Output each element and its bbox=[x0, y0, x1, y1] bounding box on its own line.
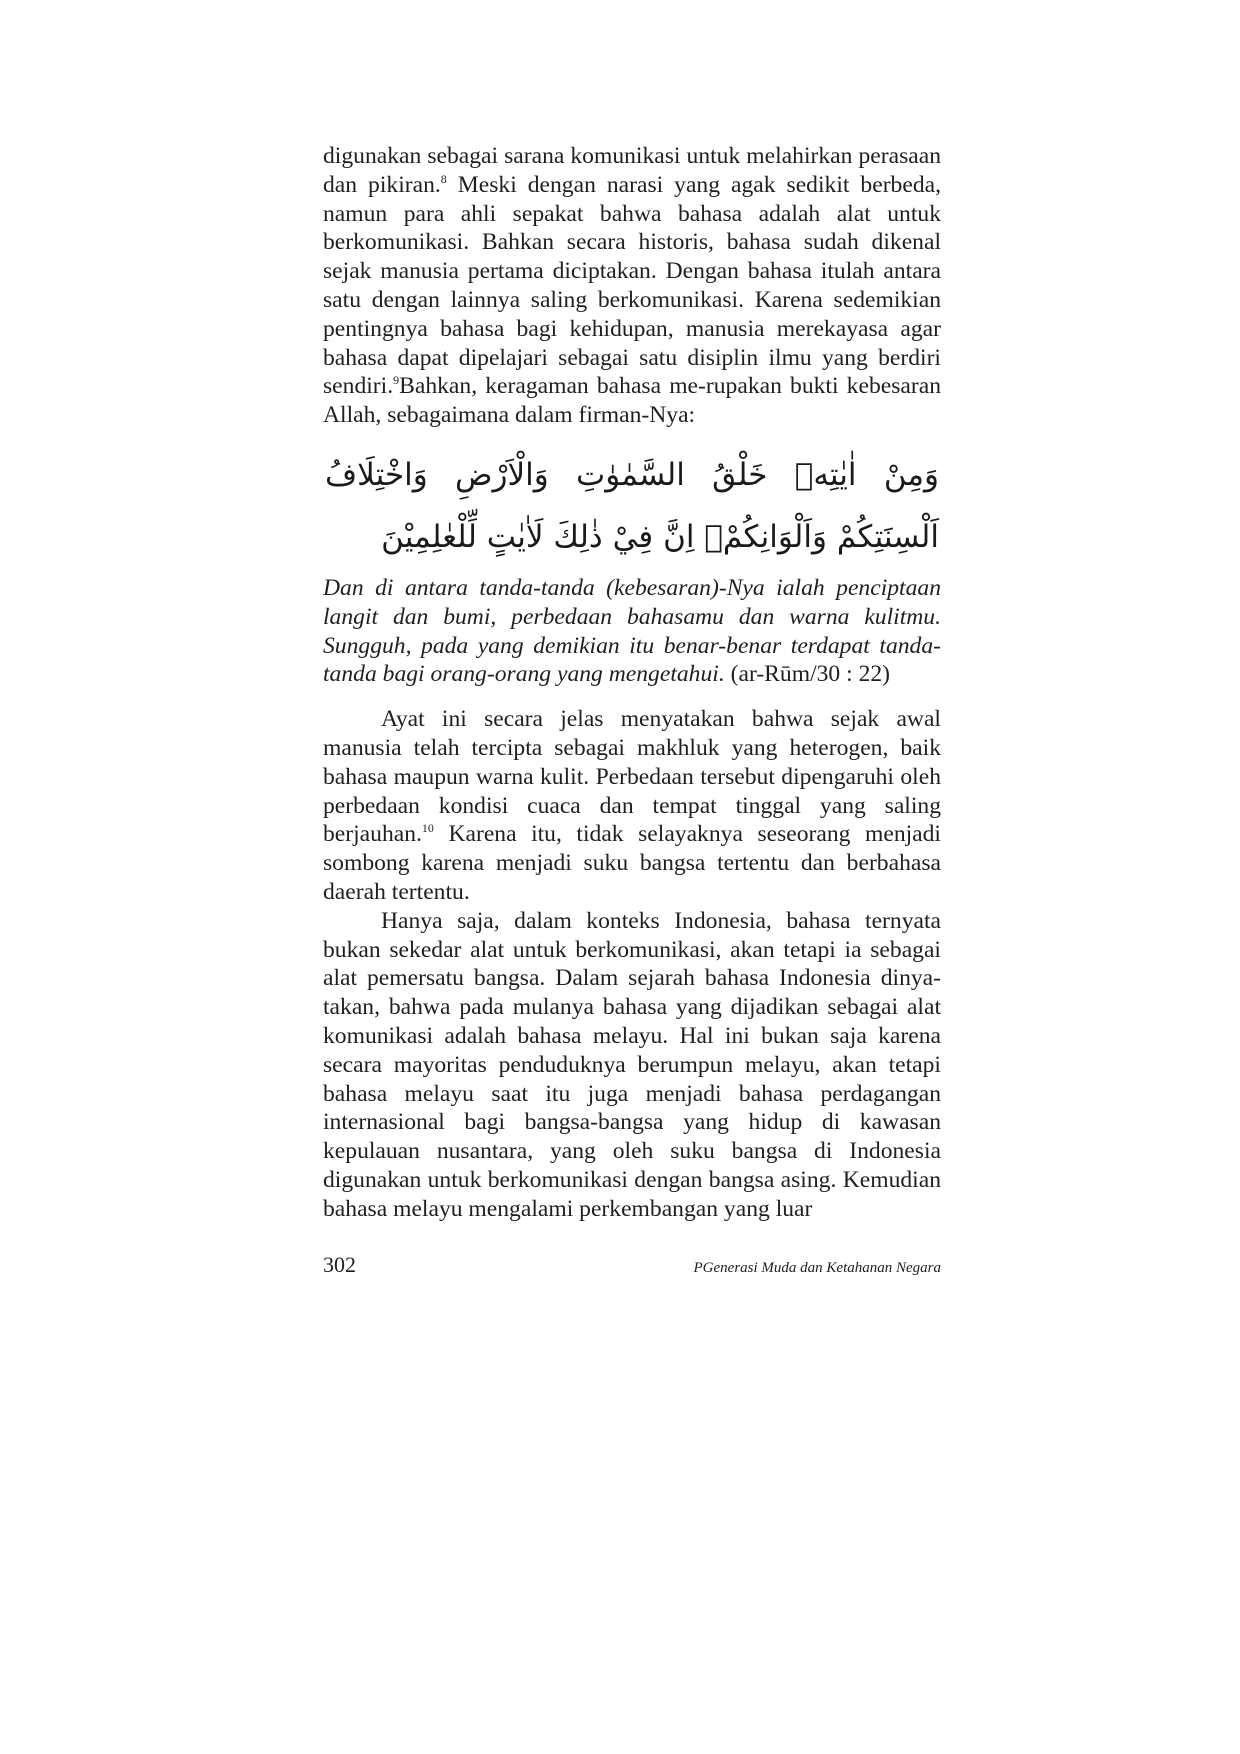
paragraph-1-text-b: Meski dengan narasi yang agak sedikit berbeda, namun para ahli sepakat bahwa bahasa adalah alat untuk berkomunikasi. Bahkan secara historis, bahasa sudah dikenal sejak manusia pertama diciptakan. Dengan bahasa itulah antara satu dengan lainnya saling berkomunikasi. Karena sedemikian pentingnya bahasa bagi kehidupan, manusia merekayasa agar bahasa dapat dipelajari sebagai satu disiplin ilmu yang berdiri sendiri. bbox=[323, 171, 941, 400]
paragraph-3: Hanya saja, dalam konteks Indonesia, bahasa ternyata bukan sekedar alat untuk berkomunikasi, akan tetapi ia sebagai alat pemersatu bangsa. Dalam sejarah bahasa Indonesia dinya-takan, bahwa pada mulanya bahasa yang dijadikan sebagai alat komunikasi adalah bahasa melayu. Hal ini bukan saja karena secara mayoritas penduduknya berumpun melayu, akan tetapi bahasa melayu saat itu juga menjadi bahasa perdagangan internasional bagi bangsa-bangsa yang hidup di kawasan kepulauan nusantara, yang oleh suku bangsa di Indonesia digunakan untuk berkomunikasi dengan bangsa asing. Kemudian bahasa melayu mengalami perkembangan yang luar bbox=[323, 907, 941, 1222]
paragraph-2-text-a: Ayat ini secara jelas menyatakan bahwa sejak awal manusia telah tercipta sebagai makhluk yang heterogen, baik bahasa maupun warna kulit. Perbedaan tersebut dipengaruhi oleh perbedaan kondisi cuaca dan tempat tinggal yang saling berjauhan. bbox=[323, 706, 941, 848]
paragraph-2-text-b: Karena itu, tidak selayaknya seseorang menjadi sombong karena menjadi suku bangsa tertentu dan berbahasa daerah tertentu. bbox=[323, 821, 941, 905]
footnote-ref-9: 9 bbox=[393, 373, 400, 388]
footnote-ref-8: 8 bbox=[440, 171, 447, 186]
running-title: PGenerasi Muda dan Ketahanan Negara bbox=[693, 1260, 941, 1276]
page-number: 302 bbox=[323, 1252, 356, 1277]
page-footer bbox=[323, 1252, 941, 1278]
verse-translation bbox=[323, 574, 941, 689]
paragraph-1-text-c: Bahkan, keragaman bahasa me-rupakan bukti kebesaran Allah, sebagaimana dalam firman-Nya: bbox=[323, 373, 941, 429]
footnote-ref-10: 10 bbox=[421, 821, 434, 836]
paragraph-2 bbox=[323, 705, 941, 907]
quran-verse-arabic: وَمِنْ اٰيٰتِهٖ خَلْقُ السَّمٰوٰتِ وَالْاَرْضِ وَاخْتِلَافُ اَلْسِنَتِكُمْ وَاَلْوَانِكُمْۗ اِنَّ فِيْ ذٰلِكَ لَاٰيٰتٍ لِّلْعٰلِمِيْنَ bbox=[325, 456, 939, 555]
paragraph-1-text-a: digunakan sebagai sarana komunikasi untuk melahirkan perasaan dan pikiran. bbox=[323, 143, 941, 198]
verse-reference: (ar-Rūm/30 : 22) bbox=[724, 661, 891, 688]
paragraph-1 bbox=[323, 142, 941, 430]
text-column bbox=[323, 142, 941, 1224]
verse-translation-text: Dan di antara tanda-tanda (kebesaran)-Nya ialah penciptaan langit dan bumi, perbedaan bahasamu dan warna kulitmu. Sungguh, pada yang demikian itu benar-benar terdapat tanda-tanda bagi orang-orang yang mengetahui. bbox=[323, 574, 941, 688]
